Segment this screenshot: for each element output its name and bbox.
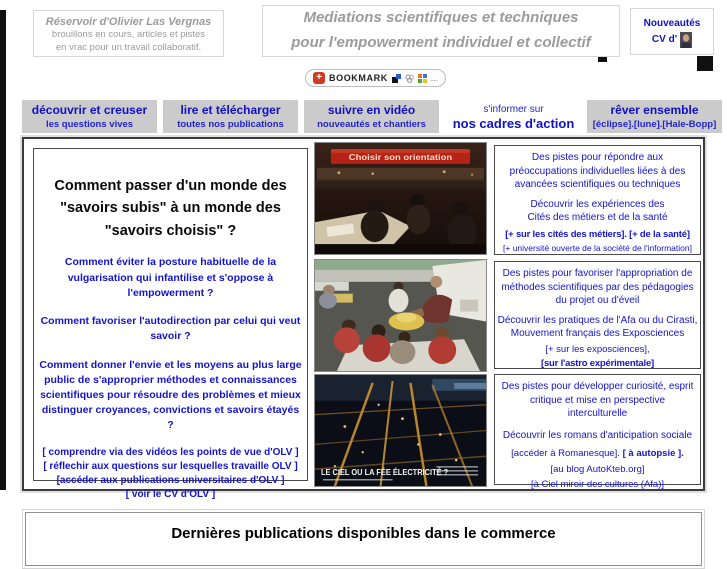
reservoir-subtitle-line1: brouillons en cours, articles et pistes: [51, 29, 206, 40]
tab-rever-ensemble[interactable]: [587, 100, 722, 133]
tab-title: rêver ensemble: [610, 103, 699, 117]
pistes-preoccupations-box: [494, 145, 701, 255]
bookmark-widget[interactable]: [305, 69, 446, 87]
decouvrir-line: Découvrir les romans d'anticipation sociale: [502, 429, 693, 441]
question-2: Comment favoriser l'autodirection par celui qui veut savoir ?: [40, 315, 301, 343]
photo-atelier-pedagogique[interactable]: [314, 259, 487, 372]
publications-heading: Dernières publications disponibles dans le commerce: [171, 525, 556, 542]
tab-subtitle: nouveautés et chantiers: [317, 119, 426, 130]
link-exposciences[interactable]: [+ sur les exposciences],: [545, 343, 650, 355]
tab-subtitle: les questions vives: [45, 119, 134, 130]
link-ciel-miroir-cultures[interactable]: [à Ciel miroir des cultures (Afa)]: [530, 479, 665, 491]
link-autopsie[interactable]: [ à autopsie ].: [622, 448, 684, 459]
tab-decouvrir-et-creuser[interactable]: [22, 100, 157, 133]
flower-icon[interactable]: [405, 74, 414, 83]
share-squares-icon[interactable]: [392, 74, 401, 83]
reservoir-subtitle-line2: en vrac pour un travail collaboratif.: [55, 42, 202, 54]
news-cv-box: [630, 8, 714, 55]
site-title-line2: pour l'empowerment individuel et collectif: [291, 34, 591, 51]
cv-photo-thumbnail[interactable]: [680, 32, 692, 48]
news-link[interactable]: Nouveautés: [643, 18, 701, 29]
publications-box-inner: [25, 512, 702, 566]
decouvrir-line: Cités des métiers et de la santé: [527, 212, 668, 223]
add-bookmark-icon[interactable]: +: [313, 72, 325, 84]
publications-box: [22, 509, 705, 569]
link-cites-des-metiers[interactable]: [+ sur les cités des métiers].: [505, 228, 627, 240]
pistes-curiosite-box: [494, 374, 701, 491]
tab-title: découvrir et creuser: [31, 103, 148, 117]
site-reservoir-box: [33, 10, 224, 57]
pistes-intro: Des pistes pour développer curiosité, esprit critique et mise en perspective interculturelle: [501, 381, 694, 419]
tab-nos-cadres-daction-active[interactable]: [446, 100, 581, 133]
tab-suivre-en-video[interactable]: [304, 100, 439, 133]
photo-illustration: [315, 260, 486, 371]
link-publications-olv[interactable]: [accéder aux publications universitaires d'OLV ]: [56, 474, 285, 486]
questions-panel: [33, 148, 308, 500]
tab-title: suivre en vidéo: [327, 103, 416, 117]
pistes-intro: Des pistes pour favoriser l'appropriation de méthodes scientifiques par des pédagogies du projet ou d'éveil: [501, 268, 694, 306]
tab-title: nos cadres d'action: [452, 116, 575, 131]
decoration-black-rect: [697, 56, 713, 71]
tab-subtitle: [éclipse].[lune].[Hale-Bopp]: [592, 119, 717, 130]
photo-banner-text: Choisir son orientation: [348, 152, 453, 162]
link-questions-olv[interactable]: [ réflechir aux questions sur lesquelles travaille OLV ]: [43, 460, 298, 472]
link-cites-de-la-sante[interactable]: [+ de la santé]: [629, 228, 690, 240]
link-cv-olv[interactable]: [ voir le CV d'OLV ]: [125, 488, 216, 500]
decouvrir-line: Découvrir les pratiques de l'Afa ou du Cirasti,: [497, 314, 698, 326]
decouvrir-line: Mouvement français des Exposciences: [510, 328, 685, 339]
services-grid-icon[interactable]: [418, 74, 427, 83]
pistes-intro: Des pistes pour répondre aux préoccupations individuelles liées à des avancées scientifiques ou techniques: [509, 152, 686, 190]
bookmark-more[interactable]: ...: [430, 72, 439, 83]
question-3: Comment donner l'envie et les moyens au plus large public de s'approprier méthodes et connaissances scientifiques pour résoudre des problèmes et mieux distinguer croyances, convictions et savoirs étayés ?: [39, 358, 302, 432]
main-content-box: [22, 137, 705, 500]
link-videos-olv[interactable]: [ comprendre via des vidéos les points de vue d'OLV ]: [42, 446, 299, 458]
link-romanesque[interactable]: [accéder à Romanesque].: [511, 448, 620, 459]
link-autokteb-blog[interactable]: [au blog AutoKteb.org]: [550, 463, 645, 475]
tab-lire-et-telecharger[interactable]: [163, 100, 298, 133]
site-title-line1: Mediations scientifiques et techniques: [303, 9, 579, 27]
decouvrir-line: Découvrir les expériences des: [530, 198, 665, 210]
tab-title: lire et télécharger: [180, 103, 281, 117]
link-universite-ouverte[interactable]: [+ université ouverte de la société de l'information]: [503, 242, 692, 253]
tab-subtitle: s'informer sur: [483, 104, 544, 115]
site-title-box: [262, 5, 620, 57]
cv-link[interactable]: CV d': [651, 34, 678, 45]
photo-cite-des-metiers[interactable]: [314, 142, 487, 255]
photo-ville-nuit[interactable]: [314, 374, 487, 487]
photo-caption-text: LE CIEL OU LA FÉE ÉLECTRICITÉ ?: [320, 467, 449, 478]
main-heading: Comment passer d'un monde des "savoirs subis" à un monde des "savoirs choisis" ?: [54, 178, 287, 239]
reservoir-title: Réservoir d'Olivier Las Vergnas: [45, 16, 212, 28]
pistes-pedagogies-box: [494, 261, 701, 369]
left-edge-bar: [0, 10, 6, 490]
question-1: Comment éviter la posture habituelle de la vulgarisation qui infantilise et s'oppose à l'empowerment ?: [64, 256, 277, 299]
link-astro-experimentale[interactable]: [sur l'astro expérimentale]: [540, 357, 654, 369]
tab-subtitle: toutes nos publications: [177, 119, 284, 130]
bookmark-label[interactable]: BOOKMARK: [329, 73, 388, 83]
